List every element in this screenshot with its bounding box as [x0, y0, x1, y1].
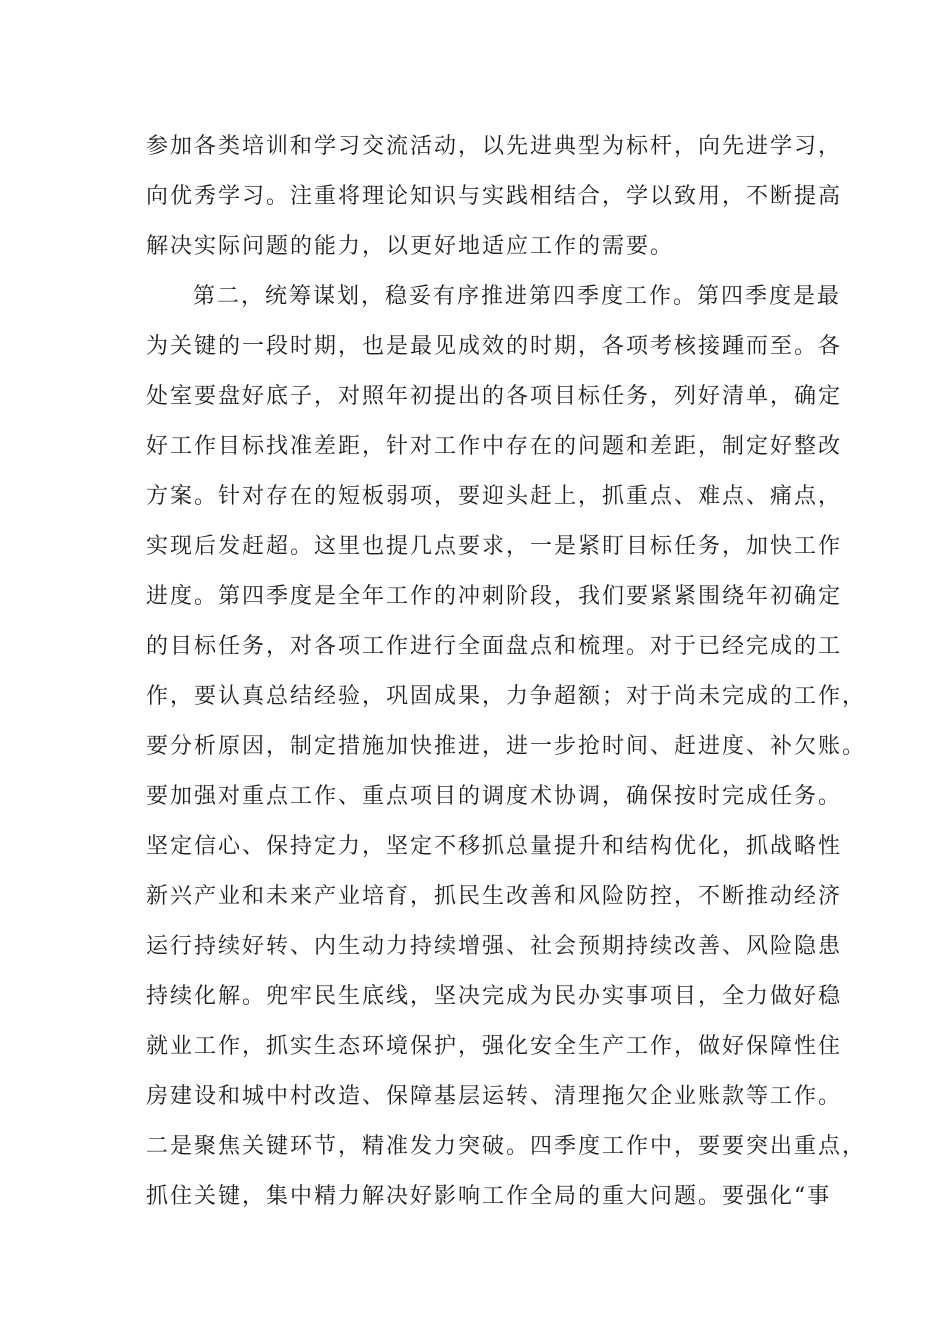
- text-line: 为关键的一段时期，也是最见成效的时期，各项考核接踵而至。各: [146, 334, 843, 359]
- text-line: 向优秀学习。注重将理论知识与实践相结合，学以致用，不断提高: [146, 184, 843, 209]
- document-body: [146, 128, 867, 1228]
- paragraph-2: [146, 278, 867, 1228]
- paragraph-1: [146, 128, 843, 278]
- text-line: 作，要认真总结经验，巩固成果，力争超额；对于尚未完成的工作，: [146, 684, 867, 709]
- text-line: 运行持续好转、内生动力持续增强、社会预期持续改善、风险隐患: [146, 934, 843, 959]
- text-line: 第二，统筹谋划，稳妥有序推进第四季度工作。第四季度是最: [193, 284, 842, 309]
- text-line: 好工作目标找准差距，针对工作中存在的问题和差距，制定好整改: [146, 434, 843, 459]
- text-line: 坚定信心、保持定力，坚定不移抓总量提升和结构优化，抓战略性: [146, 834, 843, 859]
- text-line: 二是聚焦关键环节，精准发力突破。四季度工作中，要要突出重点，: [146, 1134, 867, 1159]
- text-line: 解决实际问题的能力，以更好地适应工作的需要。: [146, 234, 675, 259]
- text-line: 的目标任务，对各项工作进行全面盘点和梳理。对于已经完成的工: [146, 634, 843, 659]
- text-line: 处室要盘好底子，对照年初提出的各项目标任务，列好清单，确定: [146, 384, 843, 409]
- text-line: 方案。针对存在的短板弱项，要迎头赶上，抓重点、难点、痛点，: [146, 484, 843, 509]
- text-line: 参加各类培训和学习交流活动，以先进典型为标杆，向先进学习，: [146, 134, 843, 159]
- text-line: 房建设和城中村改造、保障基层运转、清理拖欠企业账款等工作。: [146, 1084, 843, 1109]
- text-line: 进度。第四季度是全年工作的冲刺阶段，我们要紧紧围绕年初确定: [146, 584, 843, 609]
- text-line: 抓住关键，集中精力解决好影响工作全局的重大问题。要强化“事: [146, 1184, 832, 1209]
- text-line: 要加强对重点工作、重点项目的调度术协调，确保按时完成任务。: [146, 784, 843, 809]
- text-line: 就业工作，抓实生态环境保护，强化安全生产工作，做好保障性住: [146, 1034, 843, 1059]
- text-line: 实现后发赶超。这里也提几点要求，一是紧盯目标任务，加快工作: [146, 534, 843, 559]
- text-line: 新兴产业和未来产业培育，抓民生改善和风险防控，不断推动经济: [146, 884, 843, 909]
- text-line: 持续化解。兜牢民生底线，坚决完成为民办实事项目，全力做好稳: [146, 984, 843, 1009]
- text-line: 要分析原因，制定措施加快推进，进一步抢时间、赶进度、补欠账。: [146, 734, 867, 759]
